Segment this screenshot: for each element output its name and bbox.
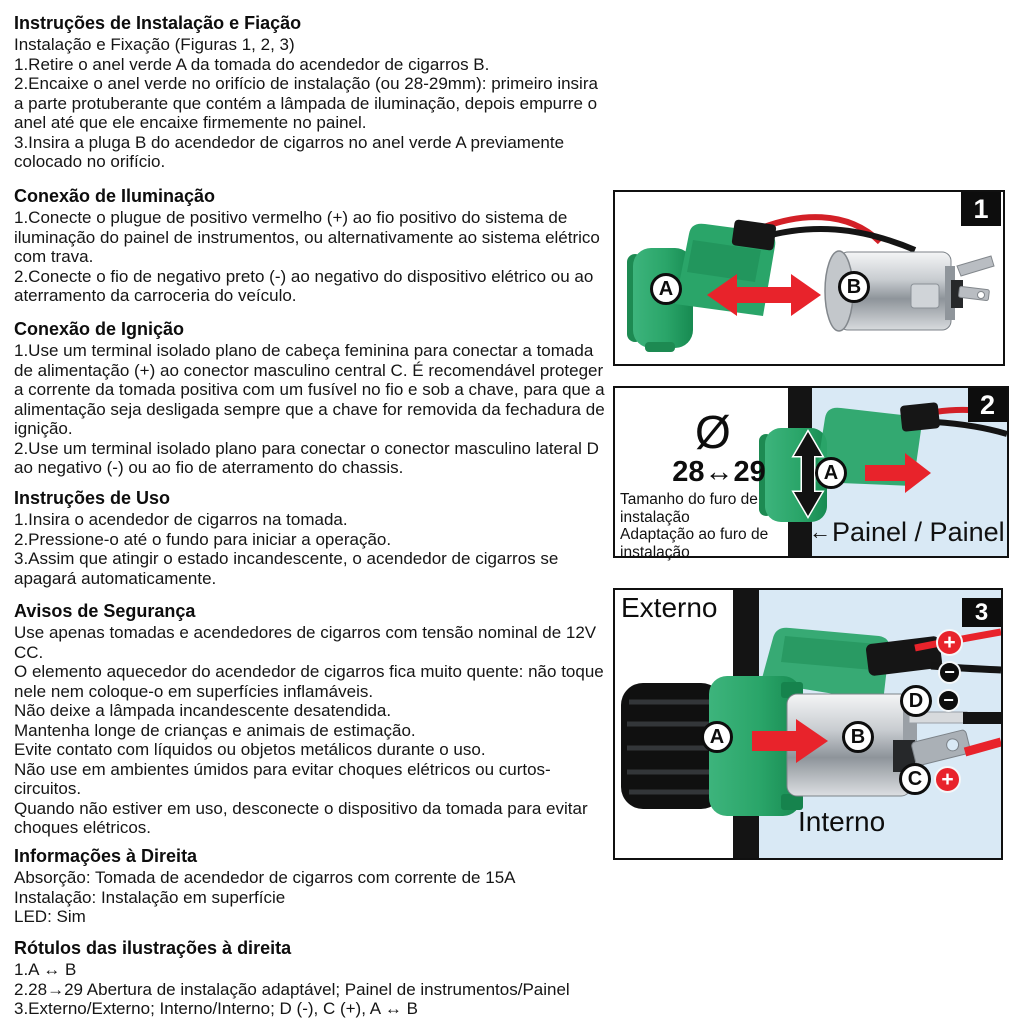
panel-caption-text: Painel / Painel bbox=[832, 517, 1005, 547]
paragraph: Instalação e Fixação (Figuras 1, 2, 3) bbox=[14, 35, 295, 54]
section-heading: Conexão de Ignição bbox=[14, 319, 185, 339]
section-heading: Conexão de Iluminação bbox=[14, 186, 216, 206]
negative-sign-badge: − bbox=[938, 661, 961, 684]
paragraph: O elemento aquecedor do acendedor de cigarros fica muito quente: não toque nele nem coloque-o em superfícies inflamáveis. bbox=[14, 662, 604, 701]
positive-sign-badge: + bbox=[934, 766, 961, 793]
positive-sign-badge: + bbox=[936, 629, 963, 656]
figure-number-badge: 3 bbox=[962, 598, 1001, 627]
part-label-a: A bbox=[701, 721, 733, 753]
figure-2-panel-mounting bbox=[613, 386, 1009, 561]
paragraph: 3.Assim que atingir o estado incandescente, o acendedor de cigarros se apagará automaticamente. bbox=[14, 549, 559, 588]
paragraph: Evite contato com líquidos ou objetos metálicos durante o uso. bbox=[14, 740, 486, 759]
paragraph: Absorção: Tomada de acendedor de cigarros com corrente de 15A bbox=[14, 868, 516, 887]
section-install-wiring bbox=[14, 13, 606, 172]
paragraph: 1.Insira o acendedor de cigarros na tomada. bbox=[14, 510, 348, 529]
paragraph: Use apenas tomadas e acendedores de cigarros com tensão nominal de 12V CC. bbox=[14, 623, 597, 662]
section-heading: Avisos de Segurança bbox=[14, 601, 196, 621]
paragraph: Não use em ambientes úmidos para evitar choques elétricos ou curtos-circuitos. bbox=[14, 759, 551, 798]
section-heading: Instruções de Uso bbox=[14, 488, 171, 508]
section-safety bbox=[14, 601, 606, 838]
paragraph: Quando não estiver em uso, desconecte o dispositivo da tomada para evitar choques elétricos. bbox=[14, 798, 588, 837]
section-usage bbox=[14, 488, 606, 588]
paragraph: 1.Retire o anel verde A da tomada do acendedor de cigarros B. bbox=[14, 54, 490, 74]
left-arrow-icon: ← bbox=[809, 519, 831, 544]
outside-label: Externo bbox=[621, 592, 718, 623]
negative-sign-badge: − bbox=[937, 689, 960, 712]
green-ring-tab bbox=[645, 342, 675, 352]
part-label-b: B bbox=[842, 721, 874, 753]
paragraph: LED: Sim bbox=[14, 907, 86, 926]
part-label-a: A bbox=[815, 457, 847, 489]
paragraph: 2.Encaixe o anel verde no orifício de instalação (ou 28-29mm): primeiro insira a parte protuberante que contém a lâmpada de iluminação, depois empurre o anel até que ele encaixe firmemente no painel. bbox=[14, 74, 598, 132]
hole-fit-label: Adaptação ao furo de instalação bbox=[620, 526, 769, 561]
paragraph: 1.A ↔ B bbox=[14, 960, 77, 979]
figure-number-badge: 2 bbox=[968, 388, 1007, 422]
section-specs bbox=[14, 846, 606, 927]
hole-size-label: Tamanho do furo de instalação bbox=[620, 491, 758, 526]
socket-clip bbox=[911, 284, 939, 308]
part-label-a: A bbox=[650, 273, 682, 305]
section-figure-labels bbox=[14, 938, 606, 1019]
paragraph: 3.Insira a pluga B do acendedor de cigarros no anel verde A previamente colocado no orifício. bbox=[14, 132, 565, 171]
inside-label: Interno bbox=[798, 806, 886, 837]
part-label-c: C bbox=[899, 763, 931, 795]
lamp-connector bbox=[900, 402, 941, 432]
part-label-d: D bbox=[900, 685, 932, 717]
figure-number-badge: 1 bbox=[961, 192, 1001, 226]
diameter-symbol: Ø bbox=[695, 406, 731, 458]
paragraph: 2.28→29 Abertura de instalação adaptável; Painel de instrumentos/Painel bbox=[14, 979, 570, 999]
paragraph: 3.Externo/Externo; Interno/Interno; D (-), C (+), A ↔ B bbox=[14, 999, 418, 1018]
figure-3-wiring-diagram bbox=[613, 588, 1003, 860]
section-heading: Informações à Direita bbox=[14, 846, 198, 866]
section-heading: Instruções de Instalação e Fiação bbox=[14, 13, 302, 33]
paragraph: Instalação: Instalação em superfície bbox=[14, 887, 286, 907]
paragraph: 1.Use um terminal isolado plano de cabeça feminina para conectar a tomada de alimentação (+) ao conector masculino central C. É recomendável proteger a corrente da tomada positiva com um fusível no fio e sob a chave, para que a alimentação seja desligada sempre que a chave for removida da fechadura de ignição. bbox=[14, 341, 605, 438]
hole-diameter-range: 28↔29 bbox=[672, 456, 766, 488]
panel-caption bbox=[809, 517, 1005, 547]
paragraph: 2.Conecte o fio de negativo preto (-) ao negativo do dispositivo elétrico ou ao aterramento da carroceria do veículo. bbox=[14, 266, 594, 305]
paragraph: 2.Use um terminal isolado plano para conectar o conector masculino lateral D ao negativo (-) ou ao fio de aterramento do chassis. bbox=[14, 438, 599, 477]
paragraph: 2.Pressione-o até o fundo para iniciar a operação. bbox=[14, 529, 392, 549]
paragraph: Não deixe a lâmpada incandescente desatendida. bbox=[14, 701, 392, 720]
section-heading: Rótulos das ilustrações à direita bbox=[14, 938, 292, 958]
paragraph: Mantenha longe de crianças e animais de estimação. bbox=[14, 720, 416, 740]
section-ignition bbox=[14, 319, 606, 478]
side-terminal-wire bbox=[963, 712, 1001, 724]
terminal-hole bbox=[978, 292, 985, 299]
paragraph: 1.Conecte o plugue de positivo vermelho (+) ao fio positivo do sistema de iluminação do painel de instrumentos, ou alternativamente ao sistema elétrico com trava. bbox=[14, 208, 600, 266]
hole-labels bbox=[620, 491, 796, 561]
figure-1-ring-and-socket bbox=[613, 190, 1005, 366]
section-illumination bbox=[14, 186, 606, 306]
part-label-b: B bbox=[838, 271, 870, 303]
